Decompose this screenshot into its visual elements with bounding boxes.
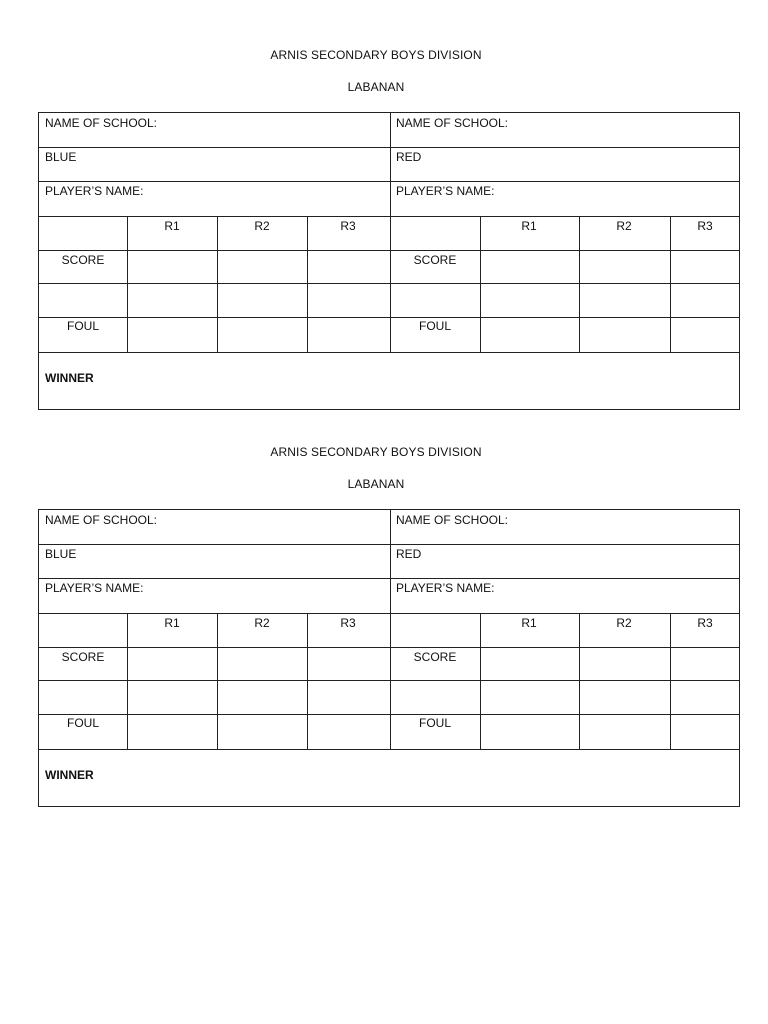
blue-score-label: SCORE [61,650,105,664]
red-score-label: SCORE [413,253,457,267]
red-round-2-header: R2 [616,616,632,630]
sheet-title: ARNIS SECONDARY BOYS DIVISION [270,445,482,459]
red-foul-label: FOUL [418,716,452,730]
red-player-label: PLAYER’S NAME: [396,184,495,198]
red-school-label: NAME OF SCHOOL: [396,116,509,130]
red-corner-label: RED [396,547,422,561]
blue-round-1-header: R1 [164,219,180,233]
sheet-subtitle: LABANAN [347,80,405,94]
blue-player-label: PLAYER’S NAME: [45,581,144,595]
red-round-1-header: R1 [521,616,537,630]
winner-label: WINNER [45,371,94,385]
sheet-title: ARNIS SECONDARY BOYS DIVISION [270,48,482,62]
blue-player-label: PLAYER’S NAME: [45,184,144,198]
blue-foul-label: FOUL [66,319,100,333]
blue-corner-label: BLUE [45,150,77,164]
sheet-subtitle: LABANAN [347,477,405,491]
score-table [38,112,740,410]
blue-school-label: NAME OF SCHOOL: [45,116,158,130]
blue-round-3-header: R3 [340,616,356,630]
red-round-3-header: R3 [697,616,713,630]
blue-round-3-header: R3 [340,219,356,233]
red-foul-label: FOUL [418,319,452,333]
blue-round-2-header: R2 [254,219,270,233]
red-corner-label: RED [396,150,422,164]
blue-corner-label: BLUE [45,547,77,561]
red-score-label: SCORE [413,650,457,664]
score-table [38,509,740,807]
blue-score-label: SCORE [61,253,105,267]
red-player-label: PLAYER’S NAME: [396,581,495,595]
blue-round-2-header: R2 [254,616,270,630]
winner-label: WINNER [45,768,94,782]
blue-school-label: NAME OF SCHOOL: [45,513,158,527]
red-round-3-header: R3 [697,219,713,233]
red-school-label: NAME OF SCHOOL: [396,513,509,527]
red-round-1-header: R1 [521,219,537,233]
blue-round-1-header: R1 [164,616,180,630]
blue-foul-label: FOUL [66,716,100,730]
red-round-2-header: R2 [616,219,632,233]
